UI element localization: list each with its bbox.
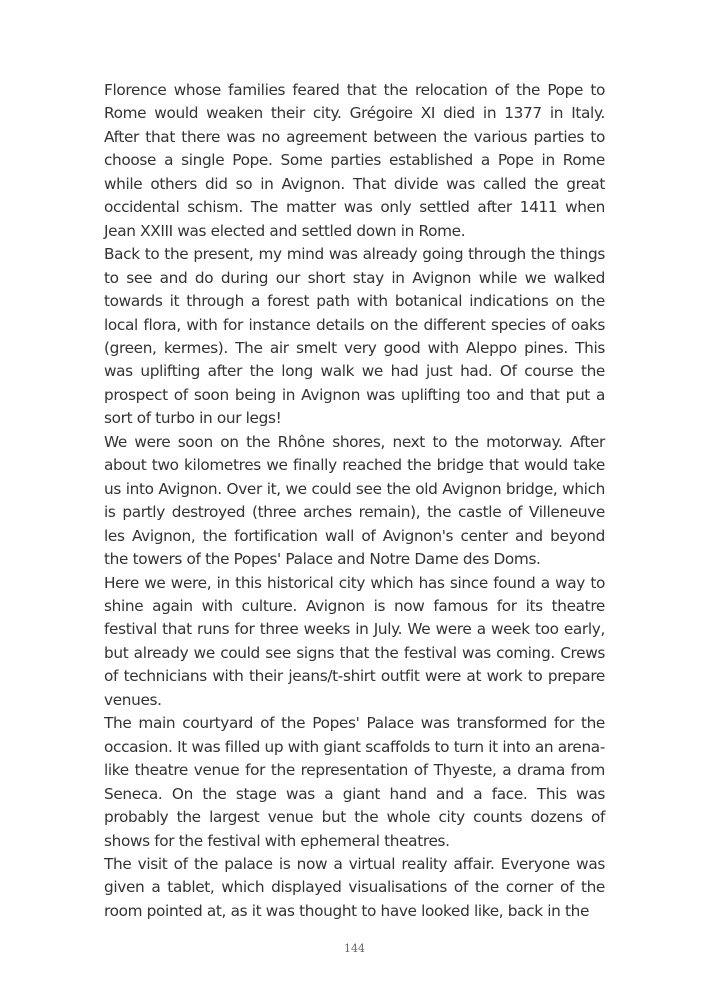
page-number: 144	[344, 942, 365, 955]
paragraph-virtual-reality: The visit of the palace is now a virtual reality affair. Everyone was given a tablet, which displayed visualisations of the corner of the room pointed at, as it was thought to have looked like, back in the	[104, 854, 605, 920]
paragraph-forest-walk: Back to the present, my mind was already going through the things to see and do during our short stay in Avignon while we walked towards it through a forest path with botanical indications on the local flora, with for instance details on the different species of oaks (green, kermes). The air smelt very good with Aleppo pines. This was uplifting after the long walk we had just had. Of course the prospect of soon being in Avignon was uplifting too and that put a sort of turbo in our legs!	[104, 245, 605, 428]
body-text	[104, 79, 605, 923]
paragraph-theatre-festival: Here we were, in this historical city which has since found a way to shine again with culture. Avignon is now famous for its theatre festival that runs for three weeks in July. We were a week too early, but already we could see signs that the festival was coming. Crews of technicians with their jeans/t-shirt outfit were at work to prepare venues.	[104, 573, 605, 709]
paragraph-popes-palace: The main courtyard of the Popes' Palace was transformed for the occasion. It was filled up with giant scaffolds to turn it into an arena-like theatre venue for the representation of Thyeste, a drama from Seneca. On the stage was a giant hand and a face. This was probably the largest venue but the whole city counts dozens of shows for the festival with ephemeral theatres.	[104, 714, 605, 850]
paragraph-schism: Florence whose families feared that the relocation of the Pope to Rome would weaken their city. Grégoire XI died in 1377 in Italy. After that there was no agreement between the various parties to choose a single Pope. Some parties established a Pope in Rome while others did so in Avignon. That divide was called the great occidental schism. The matter was only settled after 1411 when Jean XXIII was elected and settled down in Rome.	[104, 81, 605, 240]
paragraph-rhone-bridge: We were soon on the Rhône shores, next to the motorway. After about two kilometres we finally reached the bridge that would take us into Avignon. Over it, we could see the old Avignon bridge, which is partly destroyed (three arches remain), the castle of Villeneuve les Avignon, the fortification wall of Avignon's center and beyond the towers of the Popes' Palace and Notre Dame des Doms.	[104, 432, 605, 569]
